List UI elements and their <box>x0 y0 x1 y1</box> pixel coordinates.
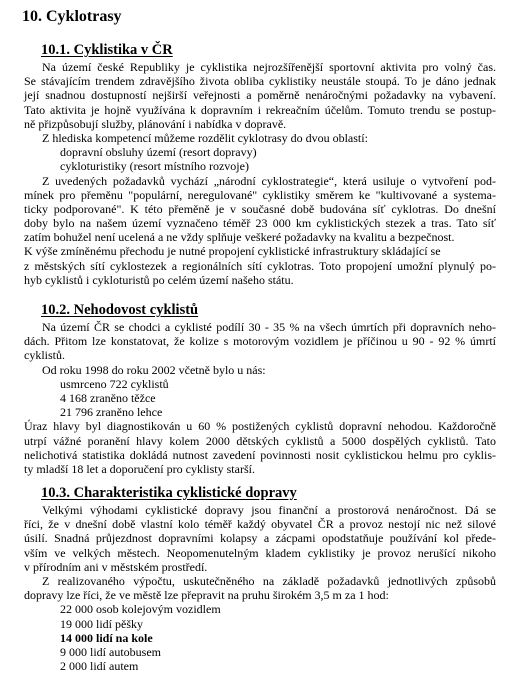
section-title-cyklistika: 10.1. Cyklistika v ČR <box>41 42 173 58</box>
text-line: 14 000 lidí na kole <box>60 630 153 645</box>
text-line: Na území ČR se chodci a cyklisté podílí 30 - 35 % na všech úmrtích při dopravních neho- <box>42 320 496 334</box>
section-body-nehodovost <box>24 320 496 476</box>
text-line: její snadnou dostupností nejširší veřejnosti a poměrně nenáročnými požadavky na vybavení. <box>24 88 496 103</box>
text-line: Z uvedených požadavků vychází „národní cyklostrategie“, která usiluje o vytvoření pod- <box>42 173 496 188</box>
text-line: 22 000 osob kolejovým vozidlem <box>60 602 221 617</box>
text-line: Úraz hlavy byl diagnostikován u 60 % postižených cyklistů dopravní nehodou. Každoročně <box>24 419 496 434</box>
text-line: Z hlediska kompetencí můžeme rozdělit cyklotrasy do dvou oblastí: <box>42 130 368 145</box>
section-title-charakteristika: 10.3. Charakteristika cyklistické dopravy <box>41 485 297 501</box>
text-line: Z realizovaného výpočtu, uskutečněného na základě požadavků jednotlivých způsobů <box>42 573 496 588</box>
text-line: cyklistů. <box>24 348 65 363</box>
text-line: Tato aktivita je hojně využívána k dopravním i rekreačním účelům. Tomuto trendu se postup- <box>24 102 496 117</box>
text-line: hyb cyklistů i cykloturistů po celém území našeho státu. <box>24 272 294 287</box>
text-line: usmrceno 722 cyklistů <box>60 376 169 391</box>
text-line: cykloturistiky (resort místního rozvoje) <box>60 159 249 174</box>
text-line: nelichotivá statistika dokládá nutnost zavedení povinnosti nosit cyklistickou helmu pro cyklis- <box>24 447 496 462</box>
chapter-title: 10. Cyklotrasy <box>22 8 122 25</box>
text-line: Velkými výhodami cyklistické dopravy jsou finanční a prostorová nenáročnost. Dá se <box>42 503 496 517</box>
text-line: ty mladší 18 let a doporučení pro cyklisty starší. <box>24 461 255 476</box>
text-line: 19 000 lidí pěšky <box>60 616 143 631</box>
text-line: dopravy lze říci, že ve městě lze přepravit na pruhu širokém 3,5 m za 1 hod: <box>24 588 389 603</box>
text-line: 21 796 zraněno lehce <box>60 405 163 420</box>
text-line: dách. Přitom lze konstatovat, že kolize s motorovým vozidlem je příčinou u 90 - 92 % úmrtí <box>24 334 496 349</box>
text-line: v přírodním ani v městském prostředí. <box>24 559 208 574</box>
text-line: 2 000 lidí autem <box>60 659 139 674</box>
text-line: 4 168 zraněno těžce <box>60 390 156 405</box>
section-body-charakteristika <box>24 503 496 673</box>
text-line: úsilí. Snadná průjezdnost dopravními kolapsy a zácpami opodstatňuje používání kol přede- <box>24 531 496 546</box>
text-line: ticky podporované". K této přeměně je v současné době budována síť cyklotras. Do dnešní <box>24 201 496 216</box>
text-line: z městských sítí cyklostezek a regionálních sítí cyklotras. Toto propojení umožní plynulý po- <box>24 258 496 273</box>
text-line: K výše zmíněnému přechodu je nutné propojení cyklistické infrastruktury skládající se <box>24 244 441 259</box>
text-line: mínek pro přeměnu "populární, neregulované" cyklistiky směrem ke "kultivované a systema- <box>24 187 496 202</box>
text-line: Na území české Republiky je cyklistika nejrozšířenější sportovní aktivita pro volný čas. <box>42 60 496 74</box>
text-line: zatím bohužel není ucelená a ne vždy splňuje veškeré požadavky na kvalitu a bezpečnost. <box>24 230 455 245</box>
text-line: ně přizpůsobují služby, plánování i nabídka v dopravě. <box>24 116 287 131</box>
text-line: říci, že v dnešní době vlastní kolo téměř každý obyvatel ČR a provoz nestojí nic než silové <box>24 517 496 532</box>
text-line: Od roku 1998 do roku 2002 včetně bylo u nás: <box>42 362 266 377</box>
text-line: utrpí vážné poranění hlavy kolem 2000 dětských cyklistů a 5000 dospělých cyklistů. Tato <box>24 433 496 448</box>
text-line: doby bylo na našem území vyznačeno téměř 23 000 km cyklistických stezek a tras. Tato síť <box>24 216 496 231</box>
text-line: Se stávajícím trendem zdravějšího života obliba cyklistiky neustále stoupá. To je dáno jednak <box>24 74 496 89</box>
text-line: vším ve velkých městech. Neopomenutelným kladem cyklistiky je provoz nerušící nikoho <box>24 545 496 560</box>
section-body-cyklistika <box>24 60 496 287</box>
text-line: dopravní obsluhy území (resort dopravy) <box>60 145 257 160</box>
section-title-nehodovost: 10.2. Nehodovost cyklistů <box>41 302 199 318</box>
text-line: 9 000 lidí autobusem <box>60 644 161 659</box>
